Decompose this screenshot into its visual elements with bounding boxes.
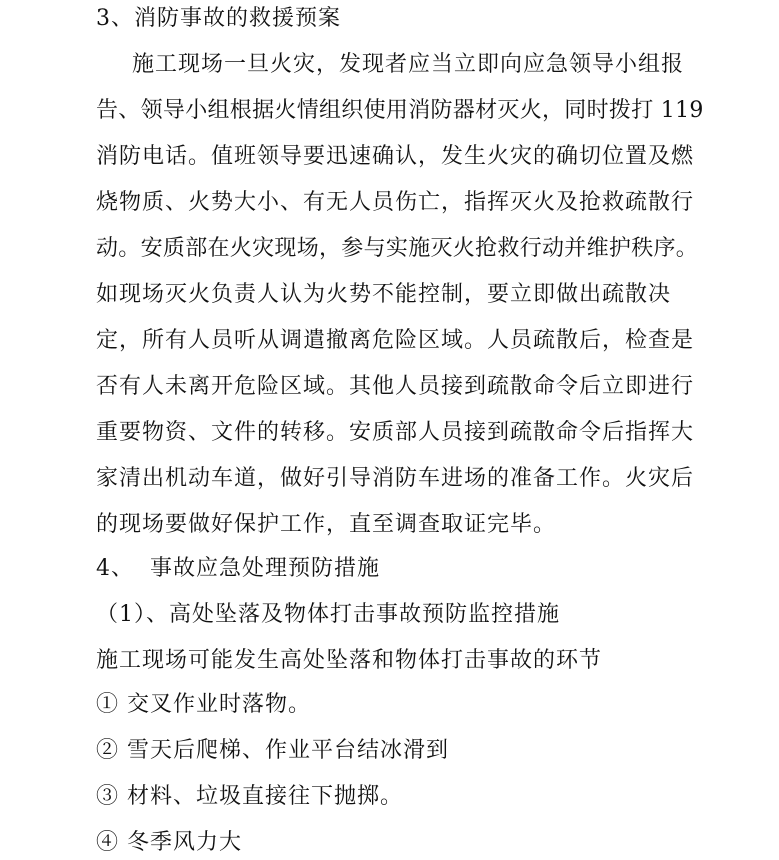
- section-3-line-7: 定，所有人员听从调遣撤离危险区域。人员疏散后，检查是: [96, 328, 695, 353]
- subsection-1-intro: 施工现场可能发生高处坠落和物体打击事故的环节: [96, 648, 603, 673]
- section-3-line-2: 告、领导小组根据火情组织使用消防器材灭火，同时拨打 119: [96, 98, 704, 123]
- section-4-heading: 4、 事故应急处理预防措施: [96, 556, 380, 581]
- list-item-1: ① 交叉作业时落物。: [96, 692, 311, 717]
- section-3-line-1: 施工现场一旦火灾，发现者应当立即向应急领导小组报: [132, 52, 685, 77]
- section-3-line-10: 家清出机动车道，做好引导消防车进场的准备工作。火灾后: [96, 466, 695, 491]
- section-3-line-11: 的现场要做好保护工作，直至调查取证完毕。: [96, 512, 557, 537]
- section-3-line-8: 否有人未离开危险区域。其他人员接到疏散命令后立即进行: [96, 374, 695, 399]
- section-3-line-6: 如现场灭火负责人认为火势不能控制，要立即做出疏散决: [96, 282, 672, 307]
- list-item-2: ② 雪天后爬梯、作业平台结冰滑到: [96, 738, 449, 763]
- list-item-3: ③ 材料、垃圾直接往下抛掷。: [96, 784, 403, 809]
- section-3-line-3: 消防电话。值班领导要迅速确认，发生火灾的确切位置及燃: [96, 144, 695, 169]
- section-3-line-9: 重要物资、文件的转移。安质部人员接到疏散命令后指挥大: [96, 420, 695, 445]
- list-item-4: ④ 冬季风力大: [96, 830, 242, 855]
- section-3-line-4: 烧物质、火势大小、有无人员伤亡，指挥灭火及抢救疏散行: [96, 190, 695, 215]
- subsection-1-heading: （1）、高处坠落及物体打击事故预防监控措施: [96, 602, 560, 627]
- section-3-heading: 3、消防事故的救援预案: [96, 6, 341, 31]
- section-3-line-5: 动。安质部在火灾现场，参与实施灭火抢救行动并维护秩序。: [96, 236, 699, 261]
